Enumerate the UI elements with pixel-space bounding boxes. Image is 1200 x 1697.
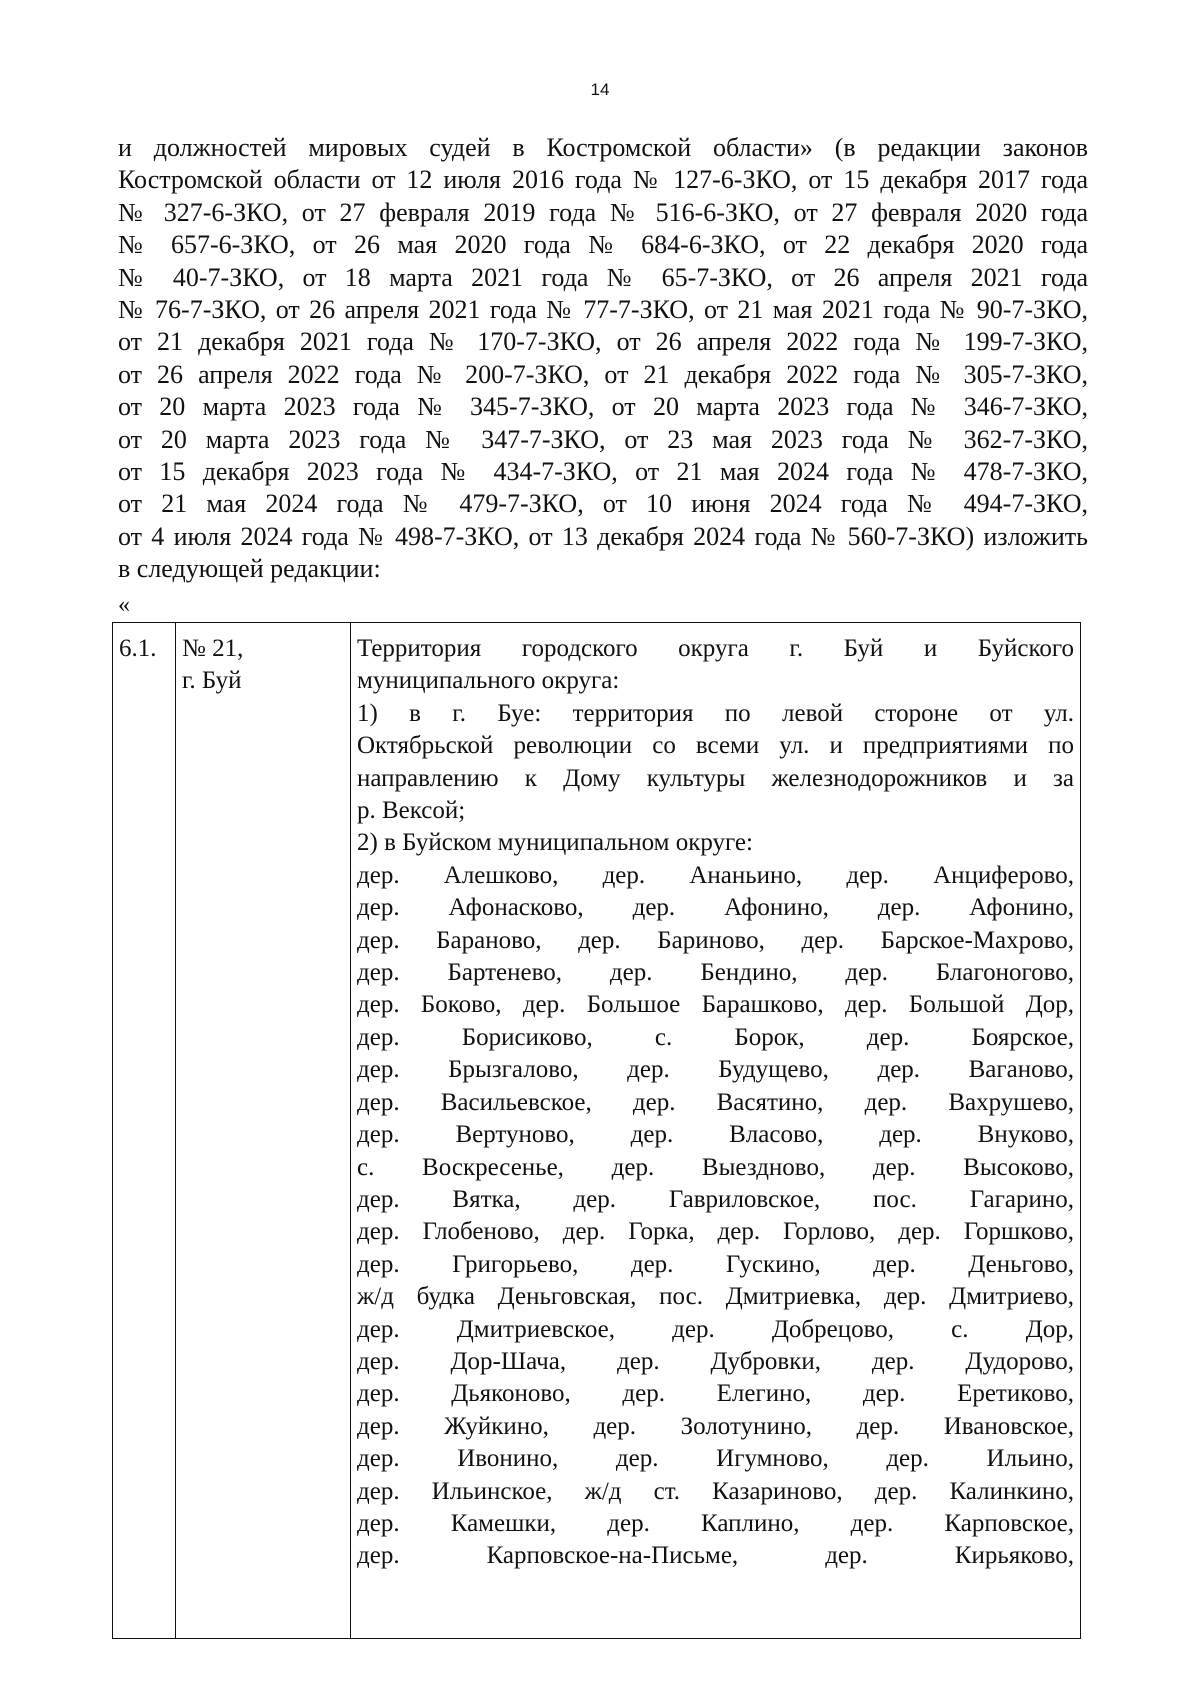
territory-line: дер. Дмитриевское, дер. Добрецово, с. Дор,: [357, 1315, 1074, 1343]
intro-line: от 21 декабря 2021 года № 170-7-ЗКО, от 26 апреля 2022 года № 199-7-ЗКО,: [118, 327, 1088, 357]
district-line: № 21,: [182, 635, 244, 662]
territory-line: дер. Бараново, дер. Бариново, дер. Барское-Махрово,: [357, 926, 1074, 954]
table-row: [113, 623, 1081, 1639]
intro-line: от 15 декабря 2023 года № 434-7-ЗКО, от 21 мая 2024 года № 478-7-ЗКО,: [118, 457, 1088, 487]
territory-line: дер. Карповское-на-Письме, дер. Кирьяково,: [357, 1542, 1074, 1570]
territory-line: 1) в г. Буе: территория по левой стороне от ул.: [357, 699, 1074, 727]
territory-line: дер. Глобеново, дер. Горка, дер. Горлово, дер. Горшково,: [357, 1218, 1074, 1246]
intro-line: № 40-7-ЗКО, от 18 марта 2021 года № 65-7-ЗКО, от 26 апреля 2021 года: [118, 262, 1088, 292]
district-line: г. Буй: [182, 667, 242, 695]
territory-line: направлению к Дому культуры железнодорожников и за: [357, 764, 1074, 792]
intro-line: от 20 марта 2023 года № 347-7-ЗКО, от 23 мая 2023 года № 362-7-ЗКО,: [118, 424, 1088, 454]
territory-line: дер. Боково, дер. Большое Барашково, дер. Большой Дор,: [357, 991, 1074, 1019]
district-cell: [176, 623, 351, 1639]
row-number: 6.1.: [119, 635, 157, 662]
territory-line: дер. Васильевское, дер. Васятино, дер. Вахрушево,: [357, 1088, 1074, 1116]
territory-line: Территория городского округа г. Буй и Буйского: [357, 635, 1074, 662]
intro-line: № 76-7-ЗКО, от 26 апреля 2021 года № 77-7-ЗКО, от 21 мая 2021 года № 90-7-ЗКО,: [118, 295, 1088, 325]
territory-line: дер. Афонасково, дер. Афонино, дер. Афонино,: [357, 894, 1074, 922]
intro-line: и должностей мировых судей в Костромской области» (в редакции законов: [118, 133, 1088, 162]
intro-line: от 26 апреля 2022 года № 200-7-ЗКО, от 21 декабря 2022 года № 305-7-ЗКО,: [118, 359, 1088, 389]
territory-line: дер. Бартенево, дер. Бендино, дер. Благоногово,: [357, 959, 1074, 987]
territory-cell: [351, 623, 1081, 1639]
territory-line: дер. Ильинское, ж/д ст. Казариново, дер. Калинкино,: [357, 1477, 1074, 1505]
row-number-cell: [113, 623, 176, 1639]
territory-line: с. Воскресенье, дер. Выездново, дер. Высоково,: [357, 1153, 1074, 1181]
page-number: 14: [590, 80, 610, 99]
territory-line: дер. Борисиково, с. Борок, дер. Боярское,: [357, 1023, 1074, 1051]
territory-line: дер. Дьяконово, дер. Елегино, дер. Еретиково,: [357, 1380, 1074, 1408]
territory-line: 2) в Буйском муниципальном округе:: [357, 829, 753, 857]
intro-line: от 4 июля 2024 года № 498-7-ЗКО, от 13 декабря 2024 года № 560-7-ЗКО) изложить: [118, 521, 1088, 551]
territory-line: дер. Брызгалово, дер. Будущево, дер. Ваганово,: [357, 1056, 1074, 1084]
intro-line: № 327-6-ЗКО, от 27 февраля 2019 года № 516-6-ЗКО, от 27 февраля 2020 года: [118, 197, 1088, 227]
territory-line: дер. Алешково, дер. Ананьино, дер. Анциферово,: [357, 861, 1074, 889]
territory-line: ж/д будка Деньговская, пос. Дмитриевка, дер. Дмитриево,: [357, 1283, 1074, 1311]
territory-line: дер. Дор-Шача, дер. Дубровки, дер. Дудорово,: [357, 1347, 1074, 1375]
intro-line: от 21 мая 2024 года № 479-7-ЗКО, от 10 июня 2024 года № 494-7-ЗКО,: [118, 489, 1088, 519]
territory-line: дер. Вятка, дер. Гавриловское, пос. Гагарино,: [357, 1185, 1074, 1213]
territory-line: муниципального округа:: [357, 667, 620, 695]
territory-line: дер. Камешки, дер. Каплино, дер. Карповское,: [357, 1509, 1074, 1537]
territory-line: дер. Жуйкино, дер. Золотунино, дер. Ивановское,: [357, 1412, 1074, 1440]
territory-line: дер. Вертуново, дер. Власово, дер. Внуково,: [357, 1121, 1074, 1149]
territory-line: р. Вексой;: [357, 797, 466, 825]
territory-line: дер. Григорьево, дер. Гускино, дер. Деньгово,: [357, 1250, 1074, 1278]
intro-line: от 20 марта 2023 года № 345-7-ЗКО, от 20 марта 2023 года № 346-7-ЗКО,: [118, 392, 1088, 422]
intro-line: Костромской области от 12 июля 2016 года № 127-6-ЗКО, от 15 декабря 2017 года: [118, 165, 1088, 195]
territory-line: Октябрьской революции со всеми ул. и предприятиями по: [357, 732, 1074, 760]
opening-quote-mark: «: [118, 592, 130, 618]
district-table: [112, 622, 1081, 1639]
territory-line: дер. Ивонино, дер. Игумново, дер. Ильино,: [357, 1445, 1074, 1473]
intro-line: в следующей редакции:: [118, 554, 381, 584]
intro-line: № 657-6-ЗКО, от 26 мая 2020 года № 684-6-ЗКО, от 22 декабря 2020 года: [118, 230, 1088, 260]
intro-paragraph: [118, 132, 1088, 586]
